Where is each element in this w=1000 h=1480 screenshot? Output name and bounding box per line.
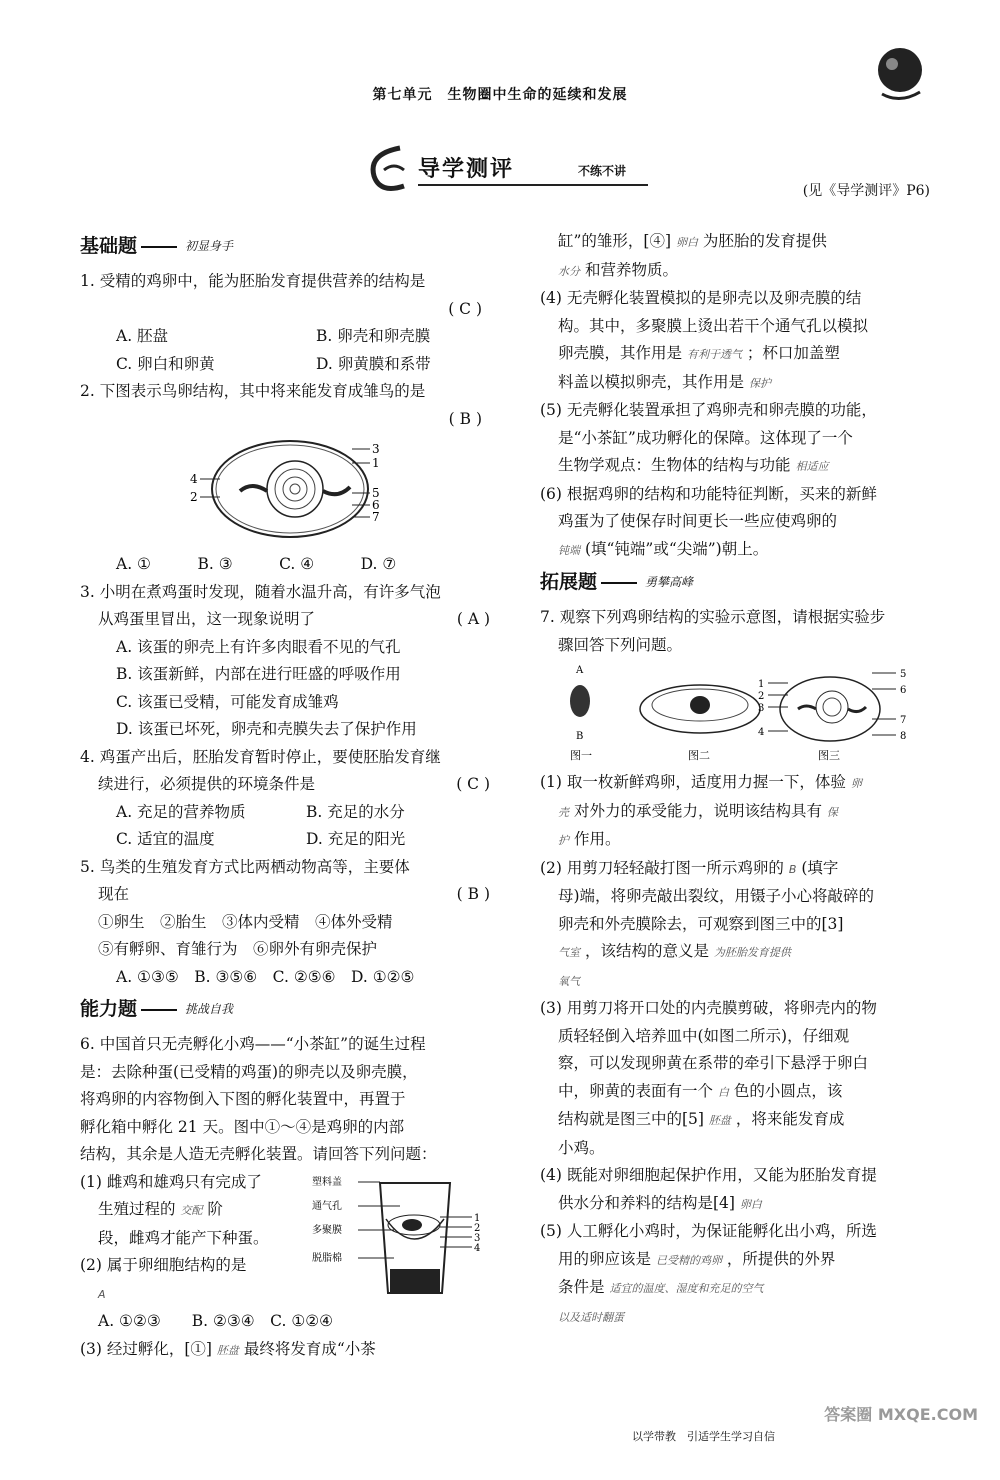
- q6-sub5-b: 是“小茶缸”成功孵化的保障。这体现了一个: [558, 428, 853, 447]
- fig-label: 7: [900, 715, 907, 726]
- q6-sub1-d: 段，雌鸡才能产下种蛋。: [98, 1228, 269, 1247]
- q6-sub2-answer: A: [98, 1287, 106, 1301]
- q3-option-c: C. 该蛋已受精，可能发育成雏鸡: [116, 692, 339, 711]
- reference-note: (见《导学测评》P6): [802, 183, 930, 199]
- q1-stem: 1. 受精的鸡卵中，能为胚胎发育提供营养的结构是: [80, 272, 426, 290]
- q4-line1: 4. 鸡蛋产出后，胚胎发育暂时停止，要使胚胎发育继: [80, 747, 441, 766]
- q7-sub3-g: ，将来能发育成: [735, 1110, 845, 1128]
- q6-sub6-c: (填“钝端”或“尖端”)朝上。: [584, 539, 769, 558]
- q6-sub3-b: 最终将发育成“小茶: [243, 1339, 376, 1358]
- section-basic: [80, 232, 490, 262]
- q3-option-b: B. 该蛋新鲜，内部在进行旺盛的呼吸作用: [116, 665, 401, 683]
- q6-sub6-b: 鸡蛋为了使保存时间更长一些应使鸡卵的: [558, 512, 838, 530]
- q7-sub4-b: 供水分和养料的结构是[4]: [558, 1193, 735, 1212]
- q4-answer: ( C ): [456, 775, 490, 793]
- fig-caption: 图三: [818, 749, 840, 762]
- fig-label: 多聚膜: [312, 1224, 342, 1236]
- q5-answer: ( B ): [456, 885, 490, 903]
- q4-option-c: C. 适宜的温度: [116, 830, 215, 848]
- q7-sub2-answer: B: [788, 862, 797, 876]
- q2-answer: ( B ): [448, 409, 482, 428]
- q4-option-a: A. 充足的营养物质: [116, 802, 246, 821]
- q2-stem: 2. 下图表示鸟卵结构，其中将来能发育成雏鸟的是: [80, 382, 426, 400]
- q6-sub2-options: A. ①②③ B. ②③④ C. ①②④: [98, 1312, 334, 1330]
- q7-sub5-answer2: 适宜的温度、湿度和充足的空气: [609, 1282, 764, 1295]
- q5-line1: 5. 鸟类的生殖发育方式比两栖动物高等，主要体: [80, 857, 410, 876]
- q6-cont-2b: 和营养物质。: [584, 260, 678, 279]
- q7-sub5-answer: 已受精的鸡卵: [655, 1253, 722, 1267]
- q5-choices-2: ⑤有孵卵、育雏行为 ⑥卵外有卵壳保护: [98, 940, 378, 958]
- q7-sub2-d: 卵壳和外壳膜除去，可观察到图三中的[3]: [558, 914, 844, 933]
- q7-sub2-answer4: 氧气: [558, 974, 580, 988]
- q7-sub3-answer: 白: [717, 1085, 729, 1099]
- fig-caption: 图一: [570, 749, 592, 762]
- fig-label: 2: [190, 490, 198, 504]
- q7-sub2-e: ，该结构的意义是: [584, 942, 709, 960]
- section-title: 基础题: [80, 235, 138, 258]
- section-dash: [141, 246, 177, 248]
- unit-header: 第七单元 生物圈中生命的延续和发展: [372, 87, 628, 103]
- q1-option-b: B. 卵壳和卵壳膜: [316, 327, 431, 345]
- bird-egg-figure: [80, 433, 490, 551]
- q6-sub3-answer: 胚盘: [216, 1343, 239, 1357]
- q4-option-b: B. 充足的水分: [306, 802, 405, 821]
- q6-line2: 是：去除种蛋(已受精的鸡蛋)的卵壳以及卵壳膜，: [80, 1062, 418, 1081]
- q6-sub2-a: (2) 属于卵细胞结构的是: [80, 1256, 247, 1274]
- fig-label: 通气孔: [312, 1200, 342, 1212]
- q3-line2: 从鸡蛋里冒出，这一现象说明了: [98, 610, 316, 628]
- globe-logo-icon: [868, 42, 932, 106]
- q7-sub1-b: 对外力的承受能力，说明该结构具有: [573, 801, 822, 820]
- q7-sub1-answer3: 保: [826, 805, 838, 819]
- fig-label: B: [576, 731, 584, 742]
- section-banner: [360, 140, 660, 200]
- q1-option-c: C. 卵白和卵黄: [116, 354, 215, 373]
- q6-sub6-a: (6) 根据鸡卵的结构和功能特征判断，买来的新鲜: [540, 484, 877, 503]
- fig-label: 3: [758, 703, 765, 714]
- q5-choices-1: ①卵生 ②胎生 ③体内受精 ④体外受精: [98, 912, 393, 931]
- left-column: [80, 228, 490, 1364]
- q2-options: A. ① B. ③ C. ④ D. ⑦: [116, 555, 397, 573]
- q7-sub5-answer3: 以及适时翻蛋: [558, 1310, 624, 1324]
- q5-options: A. ①③⑤ B. ③⑤⑥ C. ②⑤⑥ D. ①②⑤: [116, 967, 415, 986]
- q7-sub1-c: 作用。: [573, 830, 621, 848]
- q6-line1: 6. 中国首只无壳孵化小鸡——“小茶缸”的诞生过程: [80, 1035, 426, 1053]
- q7-sub3-f: 结构就是图三中的[5]: [558, 1110, 704, 1128]
- q6-line4: 孵化箱中孵化 21 天。图中①～④是鸡卵的内部: [80, 1117, 405, 1136]
- section-title: 能力题: [80, 998, 138, 1021]
- q7-sub2-a: (2) 用剪刀轻轻敲打图一所示鸡卵的: [540, 858, 784, 877]
- q3-line1: 3. 小明在煮鸡蛋时发现，随着水温升高，有许多气泡: [80, 582, 441, 601]
- fig-label: 6: [372, 498, 380, 512]
- egg-experiment-figure: [540, 659, 930, 769]
- q7-sub5-b: 用的卵应该是: [558, 1249, 652, 1268]
- q7-sub2-c: 母)端，将卵壳敲出裂纹，用镊子小心将敲碎的: [558, 887, 875, 905]
- fig-label: 1: [474, 1212, 481, 1224]
- q4-line2: 续进行，必须提供的环境条件是: [98, 775, 316, 793]
- q6-sub1-answer: 交配: [180, 1204, 203, 1217]
- fig-label: 3: [474, 1232, 481, 1244]
- section-ability: [80, 995, 490, 1025]
- q6-sub4-d: ；杯口加盖塑: [746, 344, 840, 362]
- fig-label: 4: [758, 727, 765, 738]
- q7-sub5-a: (5) 人工孵化小鸡时，为保证能孵化出小鸡，所选: [540, 1222, 877, 1240]
- hatching-device-figure: [310, 1169, 490, 1309]
- q7-sub1-answer1: 卵: [850, 777, 862, 790]
- q7-sub4-a: (4) 既能对卵细胞起保护作用，又能为胚胎发育提: [540, 1166, 877, 1184]
- fig-label: 4: [474, 1242, 481, 1254]
- q6-sub5-a: (5) 无壳孵化装置承担了鸡卵壳和卵壳膜的功能，: [540, 401, 877, 419]
- q4-option-d: D. 充足的阳光: [306, 830, 406, 848]
- swirl-icon: [360, 140, 420, 200]
- section-dash: [601, 582, 637, 584]
- q1-option-d: D. 卵黄膜和系带: [316, 354, 431, 373]
- q6-sub4-c: 卵壳膜，其作用是: [558, 344, 683, 362]
- q6-line3: 将鸡卵的内容物倒入下图的孵化装置中，再置于: [80, 1090, 406, 1108]
- q6-sub4-answer1: 有利于透气: [686, 348, 742, 361]
- fig-label: 2: [758, 691, 765, 702]
- q3-answer: ( A ): [456, 610, 490, 628]
- q6-sub5-c: 生物学观点：生物体的结构与功能: [558, 456, 791, 474]
- fig-label: 4: [190, 472, 198, 486]
- q7-line2: 骤回答下列问题。: [558, 635, 683, 654]
- q7-sub2-b: (填字: [801, 858, 839, 877]
- right-column: [540, 228, 935, 1331]
- q6-sub1-a: (1) 雌鸡和雄鸡只有完成了: [80, 1172, 262, 1191]
- fig-label: 脱脂棉: [312, 1252, 342, 1264]
- q6-sub5-answer: 相适应: [795, 460, 829, 473]
- fig-label: 塑料盖: [312, 1176, 342, 1188]
- q7-sub2-answer3: 为胚胎发育提供: [713, 946, 791, 959]
- q6-cont-answer2: 水分: [558, 264, 580, 278]
- q6-line5: 结构，其余是人造无壳孵化装置。请回答下列问题：: [80, 1145, 437, 1163]
- q7-sub3-e: 色的小圆点，该: [733, 1081, 843, 1100]
- q7-sub3-h: 小鸡。: [558, 1138, 605, 1157]
- fig-label: 6: [900, 685, 907, 696]
- q6-sub3-a: (3) 经过孵化，[①]: [80, 1339, 212, 1358]
- q6-sub4-b: 构。其中，多聚膜上烫出若干个通气孔以模拟: [558, 316, 869, 335]
- q6-sub4-e: 料盖以模拟卵壳，其作用是: [558, 372, 745, 391]
- fig-label: 1: [372, 456, 380, 470]
- q6-sub6-answer: 钝端: [558, 543, 580, 557]
- watermark: 答案圈 MXQE.COM: [824, 1405, 978, 1424]
- section-title: 拓展题: [540, 571, 598, 594]
- fig-label: 8: [900, 731, 907, 742]
- fig-label: 7: [372, 510, 380, 524]
- section-subtitle: 挑战自我: [185, 1002, 234, 1017]
- fig-label: 5: [372, 486, 380, 500]
- q6-sub1-b: 生殖过程的: [98, 1200, 176, 1218]
- q1-answer: ( C ): [448, 299, 482, 318]
- q7-sub4-answer: 卵白: [739, 1197, 762, 1211]
- fig-caption: 图二: [688, 749, 710, 762]
- q7-sub1-a: (1) 取一枚新鲜鸡卵，适度用力握一下，体验: [540, 773, 846, 791]
- q6-cont-1: 缸”的雏形，[④]: [558, 232, 672, 250]
- q7-sub5-d: 条件是: [558, 1278, 605, 1296]
- q3-option-d: D. 该蛋已坏死，卵壳和壳膜失去了保护作用: [116, 720, 417, 738]
- fig-label: A: [576, 665, 584, 676]
- q7-sub1-answer2: 壳: [558, 805, 569, 819]
- q7-sub2-answer2: 气室: [558, 946, 580, 959]
- section-dash: [141, 1009, 177, 1011]
- q7-sub3-answer2: 胚盘: [708, 1114, 731, 1127]
- q7-line1: 7. 观察下列鸡卵结构的实验示意图，请根据实验步: [540, 608, 886, 626]
- banner-subtitle: 不练不讲: [578, 164, 627, 178]
- fig-label: 5: [900, 669, 907, 680]
- section-extension: [540, 568, 935, 598]
- q3-option-a: A. 该蛋的卵壳上有许多肉眼看不见的气孔: [116, 637, 401, 656]
- q6-cont-1b: 为胚胎的发育提供: [702, 232, 827, 250]
- fig-label: 2: [474, 1222, 481, 1234]
- q6-cont-answer1: 卵白: [675, 236, 698, 249]
- q5-line2: 现在: [98, 885, 130, 903]
- q7-sub1-answer4: 护: [558, 834, 569, 847]
- q6-sub4-a: (4) 无壳孵化装置模拟的是卵壳以及卵壳膜的结: [540, 289, 862, 307]
- q7-sub3-c: 察，可以发现卵黄在系带的牵引下悬浮于卵白: [558, 1054, 869, 1072]
- section-subtitle: 初显身手: [185, 239, 234, 254]
- banner-underline: [418, 184, 648, 186]
- q7-sub3-d: 中，卵黄的表面有一个: [558, 1081, 714, 1100]
- section-subtitle: 勇攀高峰: [645, 575, 694, 590]
- q7-sub3-b: 质轻轻倒入培养皿中(如图二所示)，仔细观: [558, 1026, 850, 1045]
- banner-title: 导学测评: [418, 157, 515, 182]
- q7-sub3-a: (3) 用剪刀将开口处的内壳膜剪破，将卵壳内的物: [540, 999, 877, 1017]
- q7-sub5-c: ，所提供的外界: [726, 1249, 836, 1268]
- fig-label: 1: [758, 679, 765, 690]
- q6-sub4-answer2: 保护: [748, 376, 771, 390]
- q1-option-a: A. 胚盘: [116, 327, 169, 345]
- fig-label: 3: [372, 442, 380, 456]
- page-footer: 以学带教 引适学生学习自信: [632, 1430, 775, 1443]
- q6-sub1-c: 阶: [207, 1200, 223, 1218]
